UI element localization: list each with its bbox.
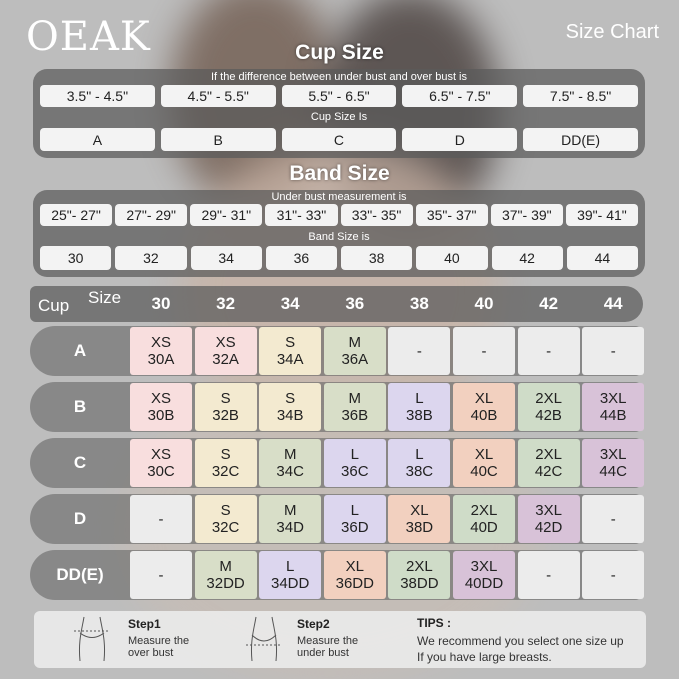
size-letter: M [348, 390, 362, 407]
difference-value: 3.5" - 4.5" [40, 85, 155, 107]
size-letter: XS [150, 446, 171, 463]
cup-row-label: B [73, 397, 87, 416]
size-letter: - [610, 566, 616, 584]
bra-size: 34D [276, 519, 304, 536]
size-letter: - [158, 510, 164, 528]
step1-title: Step1 [128, 617, 161, 631]
cup-value: B [161, 128, 276, 151]
size-cell [259, 551, 321, 599]
bra-size: 36C [341, 463, 369, 480]
cup-row-label: C [73, 453, 87, 472]
bra-size: 30B [147, 407, 175, 424]
size-letter: XL [345, 558, 364, 575]
band-value: 40 [416, 246, 487, 270]
band-value: 36 [266, 246, 337, 270]
size-cell [259, 495, 321, 543]
measurement-value: 35"- 37" [416, 204, 488, 226]
size-letter: - [158, 566, 164, 584]
size-cell [518, 495, 580, 543]
size-letter: S [285, 334, 296, 351]
size-letter: L [415, 390, 424, 407]
size-cell [195, 327, 257, 375]
size-letter: M [219, 558, 232, 575]
measurement-value: 39"- 41" [566, 204, 638, 226]
size-cell [453, 495, 515, 543]
size-letter: 3XL [470, 558, 498, 575]
size-letter: S [220, 446, 231, 463]
bra-size: 32DD [206, 575, 245, 592]
size-letter: L [415, 446, 424, 463]
size-cell [259, 439, 321, 487]
measure-instructions [34, 611, 646, 668]
bra-size: 42C [534, 463, 563, 480]
size-letter: M [283, 446, 297, 463]
measurement-value: 31"- 33" [265, 204, 337, 226]
size-cell [324, 383, 386, 431]
difference-value: 5.5" - 6.5" [282, 85, 397, 107]
bra-size: 42D [534, 519, 563, 536]
band-header: 30 [151, 294, 171, 313]
bra-size: 34C [276, 463, 304, 480]
size-cell [582, 383, 644, 431]
measurement-row [40, 204, 638, 226]
size-letter: S [285, 390, 296, 407]
size-cell [130, 383, 192, 431]
size-cell [388, 495, 450, 543]
size-cell [324, 439, 386, 487]
difference-row [40, 85, 638, 107]
size-cell [453, 383, 515, 431]
cup-row-label: A [73, 341, 87, 360]
size-letter: 2XL [406, 558, 433, 575]
size-letter: XL [410, 502, 429, 519]
band-value: 34 [191, 246, 262, 270]
difference-value: 7.5" - 8.5" [523, 85, 638, 107]
cup-row [40, 128, 638, 151]
size-letter: M [283, 502, 297, 519]
brand-logo: OEAK [26, 14, 151, 60]
size-cell [582, 495, 644, 543]
under-bust-figure-icon [244, 615, 284, 663]
page-title: Size Chart [565, 21, 659, 43]
size-cell [582, 551, 644, 599]
size-letter: XS [215, 334, 236, 351]
size-cell [130, 327, 192, 375]
size-cell [324, 551, 386, 599]
size-cell [582, 439, 644, 487]
size-letter: 3XL [599, 390, 627, 407]
measurement-value: 37"- 39" [491, 204, 563, 226]
size-cell [130, 495, 192, 543]
size-row [30, 494, 643, 544]
bra-size: 34A [276, 351, 304, 368]
step2-text: Measure the under bust [297, 635, 359, 659]
bra-size: 36B [341, 407, 369, 424]
band-value: 42 [492, 246, 563, 270]
difference-label: If the difference between under bust and over bust is [210, 71, 468, 83]
band-header: 38 [409, 294, 429, 313]
band-value: 44 [567, 246, 638, 270]
bra-size: 36A [341, 351, 369, 368]
cup-size-is-label: Cup Size Is [310, 111, 368, 123]
bra-size: 30A [147, 351, 175, 368]
tips-text: We recommend you select one size up If you have large breasts. [417, 634, 624, 664]
band-value: 30 [40, 246, 111, 270]
bra-size: 38B [406, 407, 433, 424]
size-cell [453, 327, 515, 375]
measurement-value: 33"- 35" [341, 204, 413, 226]
size-cell [130, 551, 192, 599]
band-header: 40 [474, 294, 494, 313]
over-bust-figure-icon [72, 615, 112, 663]
size-cell [195, 383, 257, 431]
step2-title: Step2 [297, 617, 330, 631]
size-axis-label: Size [88, 288, 122, 307]
band-header: 42 [539, 294, 559, 313]
bra-size: 36D [341, 519, 369, 536]
band-size-is-label: Band Size is [308, 231, 370, 243]
size-letter: M [348, 334, 362, 351]
size-letter: XS [150, 334, 171, 351]
size-letter: 2XL [535, 446, 562, 463]
size-letter: L [350, 502, 359, 519]
bra-size: 32C [211, 463, 240, 480]
size-cell [388, 551, 450, 599]
cup-value: C [282, 128, 397, 151]
size-letter: 3XL [535, 502, 562, 519]
bra-size: 44B [599, 407, 627, 424]
bra-size: 34DD [271, 575, 310, 592]
bra-size: 34B [276, 407, 304, 424]
size-cell [324, 327, 386, 375]
bra-size: 42B [535, 407, 562, 424]
size-cell [195, 551, 257, 599]
size-letter: - [546, 566, 552, 584]
bra-size: 38DD [400, 575, 439, 592]
cup-value: D [402, 128, 517, 151]
size-letter: S [220, 502, 231, 519]
size-cell [518, 383, 580, 431]
cup-value: DD(E) [523, 128, 638, 151]
bra-size: 38C [405, 463, 434, 480]
size-letter: S [220, 390, 231, 407]
cup-axis-label: Cup [38, 296, 70, 315]
measurement-value: 25"- 27" [40, 204, 112, 226]
band-header: 44 [603, 294, 623, 313]
size-cell [518, 551, 580, 599]
size-cell [518, 327, 580, 375]
size-letter: - [610, 510, 616, 528]
measurement-value: 29"- 31" [190, 204, 262, 226]
bra-size: 32A [212, 351, 239, 368]
size-cell [195, 439, 257, 487]
band-size-panel [33, 190, 645, 277]
size-row [30, 438, 643, 488]
size-letter: XS [150, 390, 171, 407]
band-value: 32 [115, 246, 186, 270]
size-letter: - [481, 342, 487, 360]
bra-size: 44C [599, 463, 627, 480]
size-cell [259, 327, 321, 375]
bra-size: 36DD [335, 575, 374, 592]
size-cell [582, 327, 644, 375]
size-cell [259, 383, 321, 431]
size-letter: L [350, 446, 359, 463]
size-letter: L [286, 558, 295, 575]
size-cell [518, 439, 580, 487]
bra-size: 40DD [464, 575, 504, 592]
step1-text: Measure the over bust [128, 635, 190, 659]
band-header: 32 [216, 294, 236, 313]
cup-row-label: DD(E) [56, 565, 104, 584]
bra-size: 38D [405, 519, 434, 536]
cup-size-title: Cup Size [295, 41, 384, 64]
size-cell [388, 383, 450, 431]
difference-value: 4.5" - 5.5" [161, 85, 276, 107]
size-letter: - [610, 342, 616, 360]
size-row [30, 382, 643, 432]
size-cell [324, 495, 386, 543]
size-cell [388, 327, 450, 375]
size-letter: - [546, 342, 552, 360]
size-letter: 3XL [599, 446, 627, 463]
band-row [40, 246, 638, 270]
bra-size: 30C [147, 463, 175, 480]
cup-value: A [40, 128, 155, 151]
bra-size: 32B [212, 407, 239, 424]
band-header: 36 [345, 294, 365, 313]
band-value: 38 [341, 246, 412, 270]
size-row [30, 326, 643, 376]
bra-size: 40C [470, 463, 498, 480]
measurement-value: 27"- 29" [115, 204, 187, 226]
size-row [30, 550, 643, 600]
size-letter: 2XL [535, 390, 562, 407]
bra-size: 40D [470, 519, 498, 536]
size-letter: - [416, 342, 422, 360]
measure-label: Under bust measurement is [271, 191, 407, 203]
size-cell [388, 439, 450, 487]
size-cell [453, 551, 515, 599]
size-cell [453, 439, 515, 487]
bra-size: 32C [211, 519, 240, 536]
difference-value: 6.5" - 7.5" [402, 85, 517, 107]
grid-header [30, 286, 643, 322]
tips-title: TIPS : [417, 616, 452, 630]
cup-row-label: D [73, 509, 87, 528]
bra-size: 40B [470, 407, 498, 424]
size-letter: 2XL [470, 502, 498, 519]
band-size-title: Band Size [289, 162, 390, 185]
size-letter: XL [474, 390, 494, 407]
size-letter: XL [474, 446, 494, 463]
size-cell [130, 439, 192, 487]
band-header: 34 [280, 294, 300, 313]
cup-size-panel [33, 69, 645, 158]
size-cell [195, 495, 257, 543]
